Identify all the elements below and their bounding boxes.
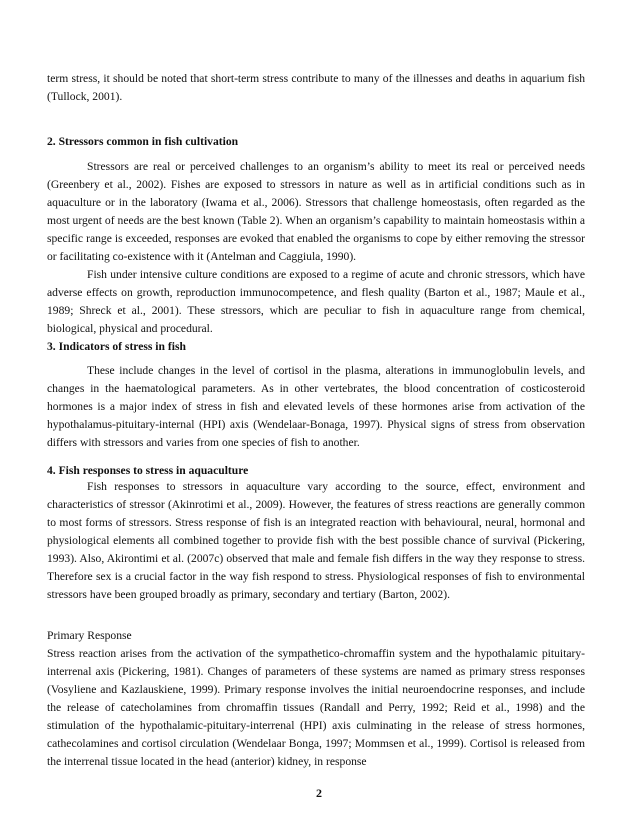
paragraph-indicators: These include changes in the level of cortisol in the plasma, alterations in immunoglobulin levels, and changes in the haematological parameters. As in other vertebrates, the blood concentration of costicosteroid hormones is a major index of stress in fish and elevated levels of these hormones arise from activation of the hypothalamus-pituitary-internal (HPI) axis (Wendelaar-Bonaga, 1997). Physical signs of stress from observation differs with stressors and varies from one species of fish to another. xyxy=(47,364,585,449)
page-number: 2 xyxy=(316,786,322,800)
section-heading-stressors: 2. Stressors common in fish cultivation xyxy=(47,135,239,148)
subheading-primary-response: Primary Response xyxy=(47,629,132,642)
paragraph-responses: Fish responses to stressors in aquaculture vary according to the source, effect, environment and characteristics of stressor (Akinrotimi et al., 2009). However, the features of stress reactions are generally common to most forms of stressors. Stress response of fish is an integrated reaction with behavioural, neural, hormonal and physiological elements all combined together to provide fish with the best possible chance of survival (Pickering, 1993). Also, Akirontimi et al. (2007c) observed that male and female fish differs in the way they response to stress. Therefore sex is a crucial factor in the way fish respond to stress. Physiological responses of fish to environmental stressors have been grouped broadly as primary, secondary and tertiary (Barton, 2002). xyxy=(47,480,585,601)
section-heading-responses: 4. Fish responses to stress in aquaculture xyxy=(47,464,249,477)
section-heading-indicators: 3. Indicators of stress in fish xyxy=(47,340,186,353)
paragraph-primary-response: Stress reaction arises from the activation of the sympathetico-chromaffin system and the hypothalamic pituitary-interrenal axis (Pickering, 1981). Changes of parameters of these systems are named as primary stress responses (Vosyliene and Kazlauskiene, 1999). Primary response involves the initial neuroendocrine responses, and include the release of catecholamines from chromaffin tissues (Randall and Perry, 1992; Reid et al., 1998) and the stimulation of the hypothalamic-pituitary-interrenal (HPI) axis culminating in the release of stress hormones, cathecolamines and cortisol circulation (Wendelaar Bonga, 1997; Mommsen et al., 1999). Cortisol is released from the interrenal tissue located in the head (anterior) kidney, in response xyxy=(47,647,585,768)
paragraph-stressors-definition: Stressors are real or perceived challenges to an organism’s ability to meet its real or perceived needs (Greenbery et al., 2002). Fishes are exposed to stressors in nature as well as in artificial conditions such as in aquaculture or in the laboratory (Iwama et al., 2006). Stressors that challenge homeostasis, often regarded as the most urgent of needs are the best known (Table 2). When an organism’s capability to maintain homeostasis within a specific range is exceeded, responses are evoked that enabled the organisms to cope by either removing the stressor or facilitating co-existence with it (Antelman and Caggiula, 1990). xyxy=(47,160,585,263)
continuation-paragraph: term stress, it should be noted that short-term stress contribute to many of the illnesses and deaths in aquarium fish (Tullock, 2001). xyxy=(47,72,585,103)
paragraph-intensive-culture: Fish under intensive culture conditions are exposed to a regime of acute and chronic stressors, which have adverse effects on growth, reproduction immunocompetence, and flesh quality (Barton et al., 1987; Maule et al., 1989; Shreck et al., 2001). These stressors, which are peculiar to fish in aquaculture range from chemical, biological, physical and procedural. xyxy=(47,268,585,335)
